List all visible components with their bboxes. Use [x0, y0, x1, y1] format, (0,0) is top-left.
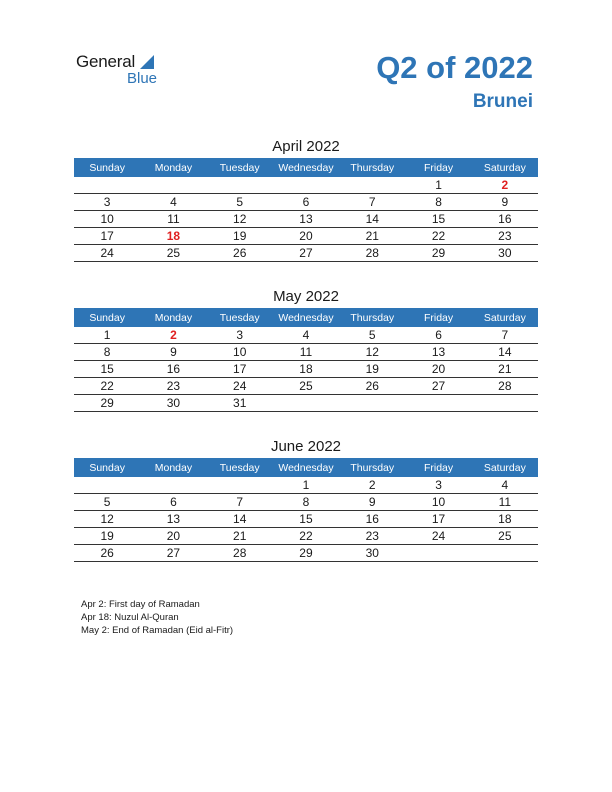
day-cell: 5 — [74, 494, 140, 511]
logo — [76, 52, 176, 92]
logo-blue-text: Blue — [127, 70, 158, 87]
day-cell: 12 — [339, 344, 405, 361]
holiday-note: Apr 18: Nuzul Al-Quran — [81, 612, 179, 623]
day-cell: 19 — [207, 228, 273, 245]
week-row — [74, 327, 538, 344]
month-title: April 2022 — [272, 138, 340, 155]
day-cell: 16 — [140, 361, 206, 378]
day-cell: 22 — [74, 378, 140, 395]
logo-general-text: General — [76, 52, 136, 71]
holiday-day-cell: 2 — [140, 327, 206, 344]
day-cell: 2 — [339, 477, 405, 494]
day-cell: 21 — [472, 361, 538, 378]
day-cell: 24 — [74, 245, 140, 262]
week-row — [74, 511, 538, 528]
weekday-header-thursday: Thursday — [339, 158, 405, 177]
week-row — [74, 194, 538, 211]
empty-day-cell — [273, 395, 339, 412]
holiday-day-cell: 18 — [140, 228, 206, 245]
day-cell: 14 — [339, 211, 405, 228]
day-cell: 5 — [207, 194, 273, 211]
weekday-header-sunday: Sunday — [74, 308, 140, 327]
weekday-header-friday: Friday — [405, 458, 471, 477]
holiday-note: Apr 2: First day of Ramadan — [81, 599, 200, 610]
day-cell: 26 — [74, 545, 140, 562]
month-may — [74, 286, 538, 412]
weekday-header-friday: Friday — [405, 158, 471, 177]
month-title: June 2022 — [270, 438, 342, 455]
day-cell: 4 — [140, 194, 206, 211]
weekday-header-thursday: Thursday — [339, 458, 405, 477]
week-row — [74, 395, 538, 412]
weekday-header-friday: Friday — [405, 308, 471, 327]
weekday-header-sunday: Sunday — [74, 158, 140, 177]
day-cell: 8 — [405, 194, 471, 211]
country-name: Brunei — [472, 91, 533, 112]
day-cell: 9 — [140, 344, 206, 361]
day-cell: 1 — [273, 477, 339, 494]
empty-day-cell — [339, 395, 405, 412]
day-cell: 11 — [472, 494, 538, 511]
day-cell: 24 — [207, 378, 273, 395]
day-cell: 9 — [339, 494, 405, 511]
day-cell: 11 — [140, 211, 206, 228]
day-cell: 17 — [74, 228, 140, 245]
day-cell: 5 — [339, 327, 405, 344]
empty-day-cell — [405, 545, 471, 562]
holiday-notes — [81, 598, 233, 637]
day-cell: 27 — [405, 378, 471, 395]
weekday-header-sunday: Sunday — [74, 458, 140, 477]
week-row — [74, 378, 538, 395]
day-cell: 10 — [74, 211, 140, 228]
day-cell: 16 — [339, 511, 405, 528]
day-cell: 10 — [405, 494, 471, 511]
empty-day-cell — [472, 395, 538, 412]
week-row — [74, 528, 538, 545]
week-row — [74, 245, 538, 262]
day-cell: 21 — [207, 528, 273, 545]
empty-day-cell — [74, 477, 140, 494]
day-cell: 12 — [74, 511, 140, 528]
weekday-header-tuesday: Tuesday — [207, 458, 273, 477]
weekday-header-monday: Monday — [140, 158, 206, 177]
day-cell: 29 — [273, 545, 339, 562]
day-cell: 13 — [273, 211, 339, 228]
empty-day-cell — [207, 177, 273, 194]
day-cell: 6 — [140, 494, 206, 511]
day-cell: 30 — [472, 245, 538, 262]
day-cell: 19 — [74, 528, 140, 545]
week-row — [74, 344, 538, 361]
weekday-header-wednesday: Wednesday — [273, 458, 339, 477]
empty-day-cell — [273, 177, 339, 194]
day-cell: 7 — [472, 327, 538, 344]
month-june — [74, 436, 538, 562]
day-cell: 15 — [74, 361, 140, 378]
day-cell: 8 — [74, 344, 140, 361]
empty-day-cell — [207, 477, 273, 494]
day-cell: 26 — [339, 378, 405, 395]
day-cell: 22 — [405, 228, 471, 245]
day-cell: 7 — [207, 494, 273, 511]
day-cell: 20 — [273, 228, 339, 245]
calendar-table — [74, 308, 538, 412]
day-cell: 1 — [74, 327, 140, 344]
day-cell: 29 — [405, 245, 471, 262]
day-cell: 20 — [405, 361, 471, 378]
weekday-header-tuesday: Tuesday — [207, 158, 273, 177]
day-cell: 20 — [140, 528, 206, 545]
month-april — [74, 136, 538, 262]
day-cell: 23 — [140, 378, 206, 395]
day-cell: 15 — [273, 511, 339, 528]
day-cell: 22 — [273, 528, 339, 545]
day-cell: 28 — [339, 245, 405, 262]
day-cell: 25 — [472, 528, 538, 545]
day-cell: 27 — [273, 245, 339, 262]
holiday-note: May 2: End of Ramadan (Eid al-Fitr) — [81, 625, 234, 636]
day-cell: 12 — [207, 211, 273, 228]
day-cell: 13 — [140, 511, 206, 528]
day-cell: 25 — [140, 245, 206, 262]
empty-day-cell — [472, 545, 538, 562]
empty-day-cell — [339, 177, 405, 194]
day-cell: 14 — [472, 344, 538, 361]
day-cell: 8 — [273, 494, 339, 511]
week-row — [74, 494, 538, 511]
day-cell: 27 — [140, 545, 206, 562]
day-cell: 1 — [405, 177, 471, 194]
week-row — [74, 545, 538, 562]
weekday-header-wednesday: Wednesday — [273, 158, 339, 177]
day-cell: 4 — [472, 477, 538, 494]
day-cell: 3 — [74, 194, 140, 211]
day-cell: 10 — [207, 344, 273, 361]
weekday-header-thursday: Thursday — [339, 308, 405, 327]
day-cell: 30 — [140, 395, 206, 412]
weekday-header-monday: Monday — [140, 458, 206, 477]
weekday-header-monday: Monday — [140, 308, 206, 327]
day-cell: 25 — [273, 378, 339, 395]
empty-day-cell — [405, 395, 471, 412]
day-cell: 3 — [405, 477, 471, 494]
day-cell: 18 — [273, 361, 339, 378]
week-row — [74, 361, 538, 378]
day-cell: 23 — [339, 528, 405, 545]
weekday-header-saturday: Saturday — [472, 458, 538, 477]
day-cell: 16 — [472, 211, 538, 228]
week-row — [74, 228, 538, 245]
weekday-header-saturday: Saturday — [472, 308, 538, 327]
weekday-header-tuesday: Tuesday — [207, 308, 273, 327]
holiday-day-cell: 2 — [472, 177, 538, 194]
empty-day-cell — [140, 177, 206, 194]
week-row — [74, 177, 538, 194]
empty-day-cell — [140, 477, 206, 494]
day-cell: 21 — [339, 228, 405, 245]
day-cell: 28 — [472, 378, 538, 395]
day-cell: 24 — [405, 528, 471, 545]
day-cell: 6 — [273, 194, 339, 211]
day-cell: 23 — [472, 228, 538, 245]
day-cell: 18 — [472, 511, 538, 528]
day-cell: 19 — [339, 361, 405, 378]
day-cell: 30 — [339, 545, 405, 562]
day-cell: 9 — [472, 194, 538, 211]
logo-triangle-icon — [140, 55, 154, 69]
day-cell: 4 — [273, 327, 339, 344]
day-cell: 11 — [273, 344, 339, 361]
day-cell: 26 — [207, 245, 273, 262]
day-cell: 17 — [405, 511, 471, 528]
day-cell: 17 — [207, 361, 273, 378]
day-cell: 7 — [339, 194, 405, 211]
day-cell: 6 — [405, 327, 471, 344]
day-cell: 3 — [207, 327, 273, 344]
calendar-table — [74, 158, 538, 262]
week-row — [74, 477, 538, 494]
quarter-title: Q2 of 2022 — [376, 50, 533, 85]
day-cell: 15 — [405, 211, 471, 228]
day-cell: 13 — [405, 344, 471, 361]
weekday-header-saturday: Saturday — [472, 158, 538, 177]
week-row — [74, 211, 538, 228]
calendar-table — [74, 458, 538, 562]
day-cell: 14 — [207, 511, 273, 528]
month-title: May 2022 — [273, 288, 339, 305]
weekday-header-wednesday: Wednesday — [273, 308, 339, 327]
day-cell: 31 — [207, 395, 273, 412]
day-cell: 28 — [207, 545, 273, 562]
empty-day-cell — [74, 177, 140, 194]
day-cell: 29 — [74, 395, 140, 412]
